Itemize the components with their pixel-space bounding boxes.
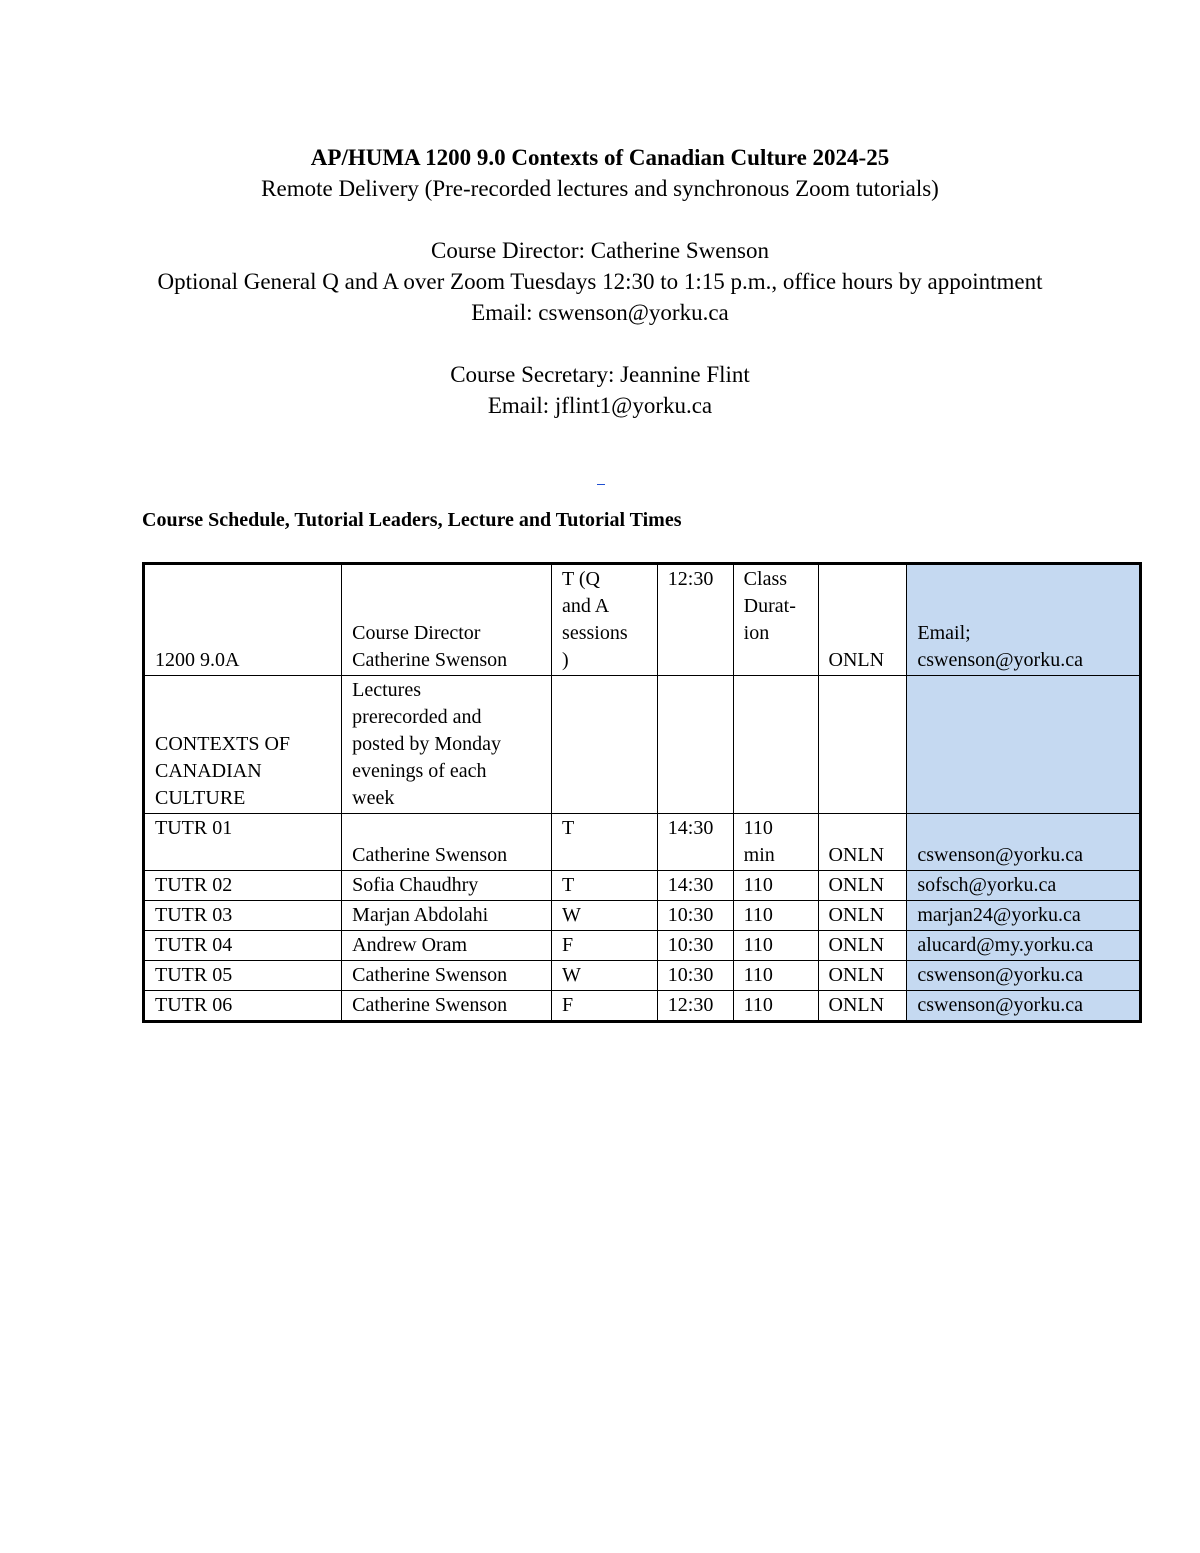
table-row: [144, 871, 1141, 901]
director-line: Course Director: Catherine Swenson: [431, 238, 769, 263]
cell-duration: 110: [733, 991, 818, 1022]
cell-day: F: [552, 991, 658, 1022]
cell-time: 12:30: [657, 991, 733, 1022]
cell-day: T: [552, 871, 658, 901]
cell-leader: Catherine Swenson: [342, 814, 552, 871]
cell-duration: 110: [733, 931, 818, 961]
cell-mode: [818, 676, 907, 814]
cell-course: CONTEXTS OF CANADIAN CULTURE: [144, 676, 342, 814]
cell-mode: ONLN: [818, 931, 907, 961]
cell-email: cswenson@yorku.ca: [907, 991, 1141, 1022]
hyperlink-fragment[interactable]: [597, 470, 605, 485]
cell-email: Email; cswenson@yorku.ca: [907, 564, 1141, 676]
cell-time: 10:30: [657, 931, 733, 961]
course-header: [0, 142, 1200, 421]
table-row: [144, 901, 1141, 931]
cell-course: TUTR 05: [144, 961, 342, 991]
cell-time: 10:30: [657, 901, 733, 931]
cell-time: 14:30: [657, 871, 733, 901]
cell-leader: Catherine Swenson: [342, 961, 552, 991]
cell-email: sofsch@yorku.ca: [907, 871, 1141, 901]
cell-time: 12:30: [657, 564, 733, 676]
cell-duration: 110 min: [733, 814, 818, 871]
secretary-line: Course Secretary: Jeannine Flint: [450, 362, 750, 387]
cell-course: TUTR 01: [144, 814, 342, 871]
cell-leader: Catherine Swenson: [342, 991, 552, 1022]
cell-leader: Andrew Oram: [342, 931, 552, 961]
cell-duration: [733, 676, 818, 814]
cell-time: [657, 676, 733, 814]
cell-day: W: [552, 901, 658, 931]
cell-email: cswenson@yorku.ca: [907, 814, 1141, 871]
table-row: [144, 564, 1141, 676]
cell-email: cswenson@yorku.ca: [907, 961, 1141, 991]
cell-leader: Sofia Chaudhry: [342, 871, 552, 901]
cell-mode: ONLN: [818, 901, 907, 931]
cell-mode: ONLN: [818, 961, 907, 991]
cell-leader: Marjan Abdolahi: [342, 901, 552, 931]
table-row: [144, 814, 1141, 871]
cell-duration: Class Durat- ion: [733, 564, 818, 676]
table-row: [144, 961, 1141, 991]
table-row: [144, 991, 1141, 1022]
qa-line: Optional General Q and A over Zoom Tuesdays 12:30 to 1:15 p.m., office hours by appointment: [157, 269, 1043, 294]
cell-duration: 110: [733, 871, 818, 901]
cell-email: alucard@my.yorku.ca: [907, 931, 1141, 961]
cell-day: F: [552, 931, 658, 961]
cell-duration: 110: [733, 901, 818, 931]
cell-day: T: [552, 814, 658, 871]
schedule-table: [142, 562, 1142, 1023]
cell-mode: ONLN: [818, 991, 907, 1022]
cell-day: [552, 676, 658, 814]
course-title: AP/HUMA 1200 9.0 Contexts of Canadian Culture 2024-25: [310, 145, 890, 170]
cell-email: [907, 676, 1141, 814]
cell-time: 14:30: [657, 814, 733, 871]
cell-course: TUTR 03: [144, 901, 342, 931]
cell-course: TUTR 02: [144, 871, 342, 901]
cell-course: TUTR 06: [144, 991, 342, 1022]
secretary-email[interactable]: Email: jflint1@yorku.ca: [487, 393, 713, 418]
delivery-line: Remote Delivery (Pre-recorded lectures and synchronous Zoom tutorials): [261, 176, 939, 201]
cell-day: T (Q and A sessions ): [552, 564, 658, 676]
section-heading: Course Schedule, Tutorial Leaders, Lecture and Tutorial Times: [142, 509, 682, 531]
cell-course: 1200 9.0A: [144, 564, 342, 676]
cell-time: 10:30: [657, 961, 733, 991]
director-email[interactable]: Email: cswenson@yorku.ca: [471, 300, 729, 325]
cell-leader: Lectures prerecorded and posted by Monday evenings of each week: [342, 676, 552, 814]
cell-duration: 110: [733, 961, 818, 991]
cell-mode: ONLN: [818, 814, 907, 871]
cell-course: TUTR 04: [144, 931, 342, 961]
table-row: [144, 931, 1141, 961]
cell-leader: Course Director Catherine Swenson: [342, 564, 552, 676]
cell-mode: ONLN: [818, 564, 907, 676]
table-row: [144, 676, 1141, 814]
cell-day: W: [552, 961, 658, 991]
cell-email: marjan24@yorku.ca: [907, 901, 1141, 931]
cell-mode: ONLN: [818, 871, 907, 901]
